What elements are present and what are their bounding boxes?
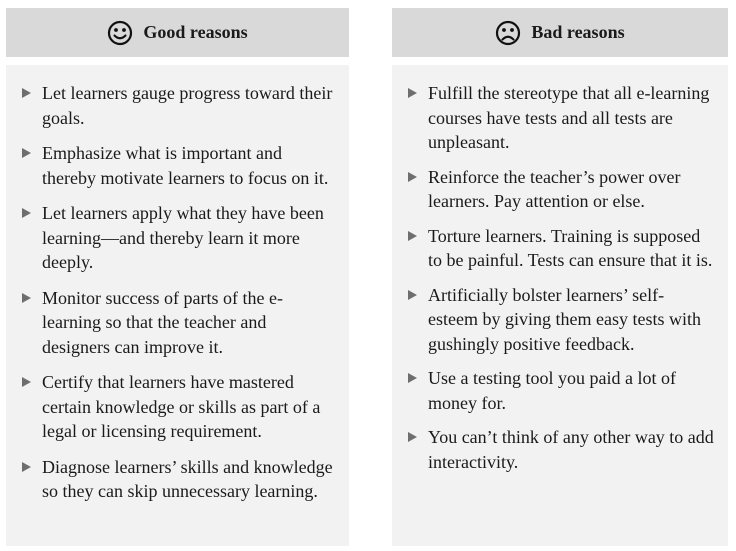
list-item-text: Diagnose learners’ skills and knowledge so they can skip unnecessary learning. bbox=[42, 456, 333, 501]
list-item-text: Fulfill the stereotype that all e-learning courses have tests and all tests are unpleasant. bbox=[428, 83, 710, 152]
list-item bbox=[406, 81, 714, 155]
list-item bbox=[406, 425, 714, 474]
frowning-face-icon bbox=[495, 20, 521, 46]
triangle-bullet-icon bbox=[22, 208, 31, 218]
bad-reasons-list bbox=[406, 81, 714, 474]
list-item bbox=[20, 201, 335, 275]
triangle-bullet-icon bbox=[22, 293, 31, 303]
triangle-bullet-icon bbox=[408, 432, 417, 442]
bad-reasons-panel bbox=[392, 65, 728, 546]
list-item bbox=[20, 141, 335, 190]
list-item bbox=[406, 283, 714, 357]
good-reasons-list bbox=[20, 81, 335, 504]
triangle-bullet-icon bbox=[408, 88, 417, 98]
list-item bbox=[20, 81, 335, 130]
list-item-text: Reinforce the teacher’s power over learners. Pay attention or else. bbox=[428, 166, 681, 211]
good-reasons-title: Good reasons bbox=[143, 22, 248, 42]
list-item bbox=[406, 366, 714, 415]
triangle-bullet-icon bbox=[22, 377, 31, 387]
triangle-bullet-icon bbox=[408, 231, 417, 241]
triangle-bullet-icon bbox=[408, 172, 417, 182]
list-item bbox=[20, 455, 335, 504]
bad-reasons-column bbox=[392, 8, 728, 546]
triangle-bullet-icon bbox=[22, 88, 31, 98]
list-item-text: Use a testing tool you paid a lot of money for. bbox=[428, 368, 676, 413]
list-item-text: Torture learners. Training is supposed to be painful. Tests can ensure that it is. bbox=[428, 225, 713, 270]
list-item-text: Artificially bolster learners’ self-esteem by giving them easy tests with gushingly positive feedback. bbox=[428, 284, 701, 354]
good-reasons-column bbox=[6, 8, 349, 546]
smiley-face-icon bbox=[107, 20, 133, 46]
list-item-text: Certify that learners have mastered certain knowledge or skills as part of a legal or licensing requirement. bbox=[42, 372, 321, 441]
triangle-bullet-icon bbox=[22, 462, 31, 472]
good-reasons-header bbox=[6, 8, 349, 57]
list-item bbox=[20, 370, 335, 444]
good-reasons-panel bbox=[6, 65, 349, 546]
list-item-text: You can’t think of any other way to add interactivity. bbox=[428, 427, 714, 472]
list-item-text: Let learners gauge progress toward their goals. bbox=[42, 83, 333, 128]
bad-reasons-title: Bad reasons bbox=[531, 22, 625, 42]
list-item-text: Emphasize what is important and thereby motivate learners to focus on it. bbox=[42, 143, 329, 188]
list-item bbox=[406, 165, 714, 214]
triangle-bullet-icon bbox=[408, 290, 417, 300]
list-item bbox=[20, 286, 335, 360]
bad-reasons-header bbox=[392, 8, 728, 57]
list-item-text: Monitor success of parts of the e-learning so that the teacher and designers can improve it. bbox=[42, 287, 283, 357]
list-item bbox=[406, 224, 714, 273]
list-item-text: Let learners apply what they have been learning—and thereby learn it more deeply. bbox=[42, 203, 324, 272]
triangle-bullet-icon bbox=[408, 373, 417, 383]
triangle-bullet-icon bbox=[22, 148, 31, 158]
